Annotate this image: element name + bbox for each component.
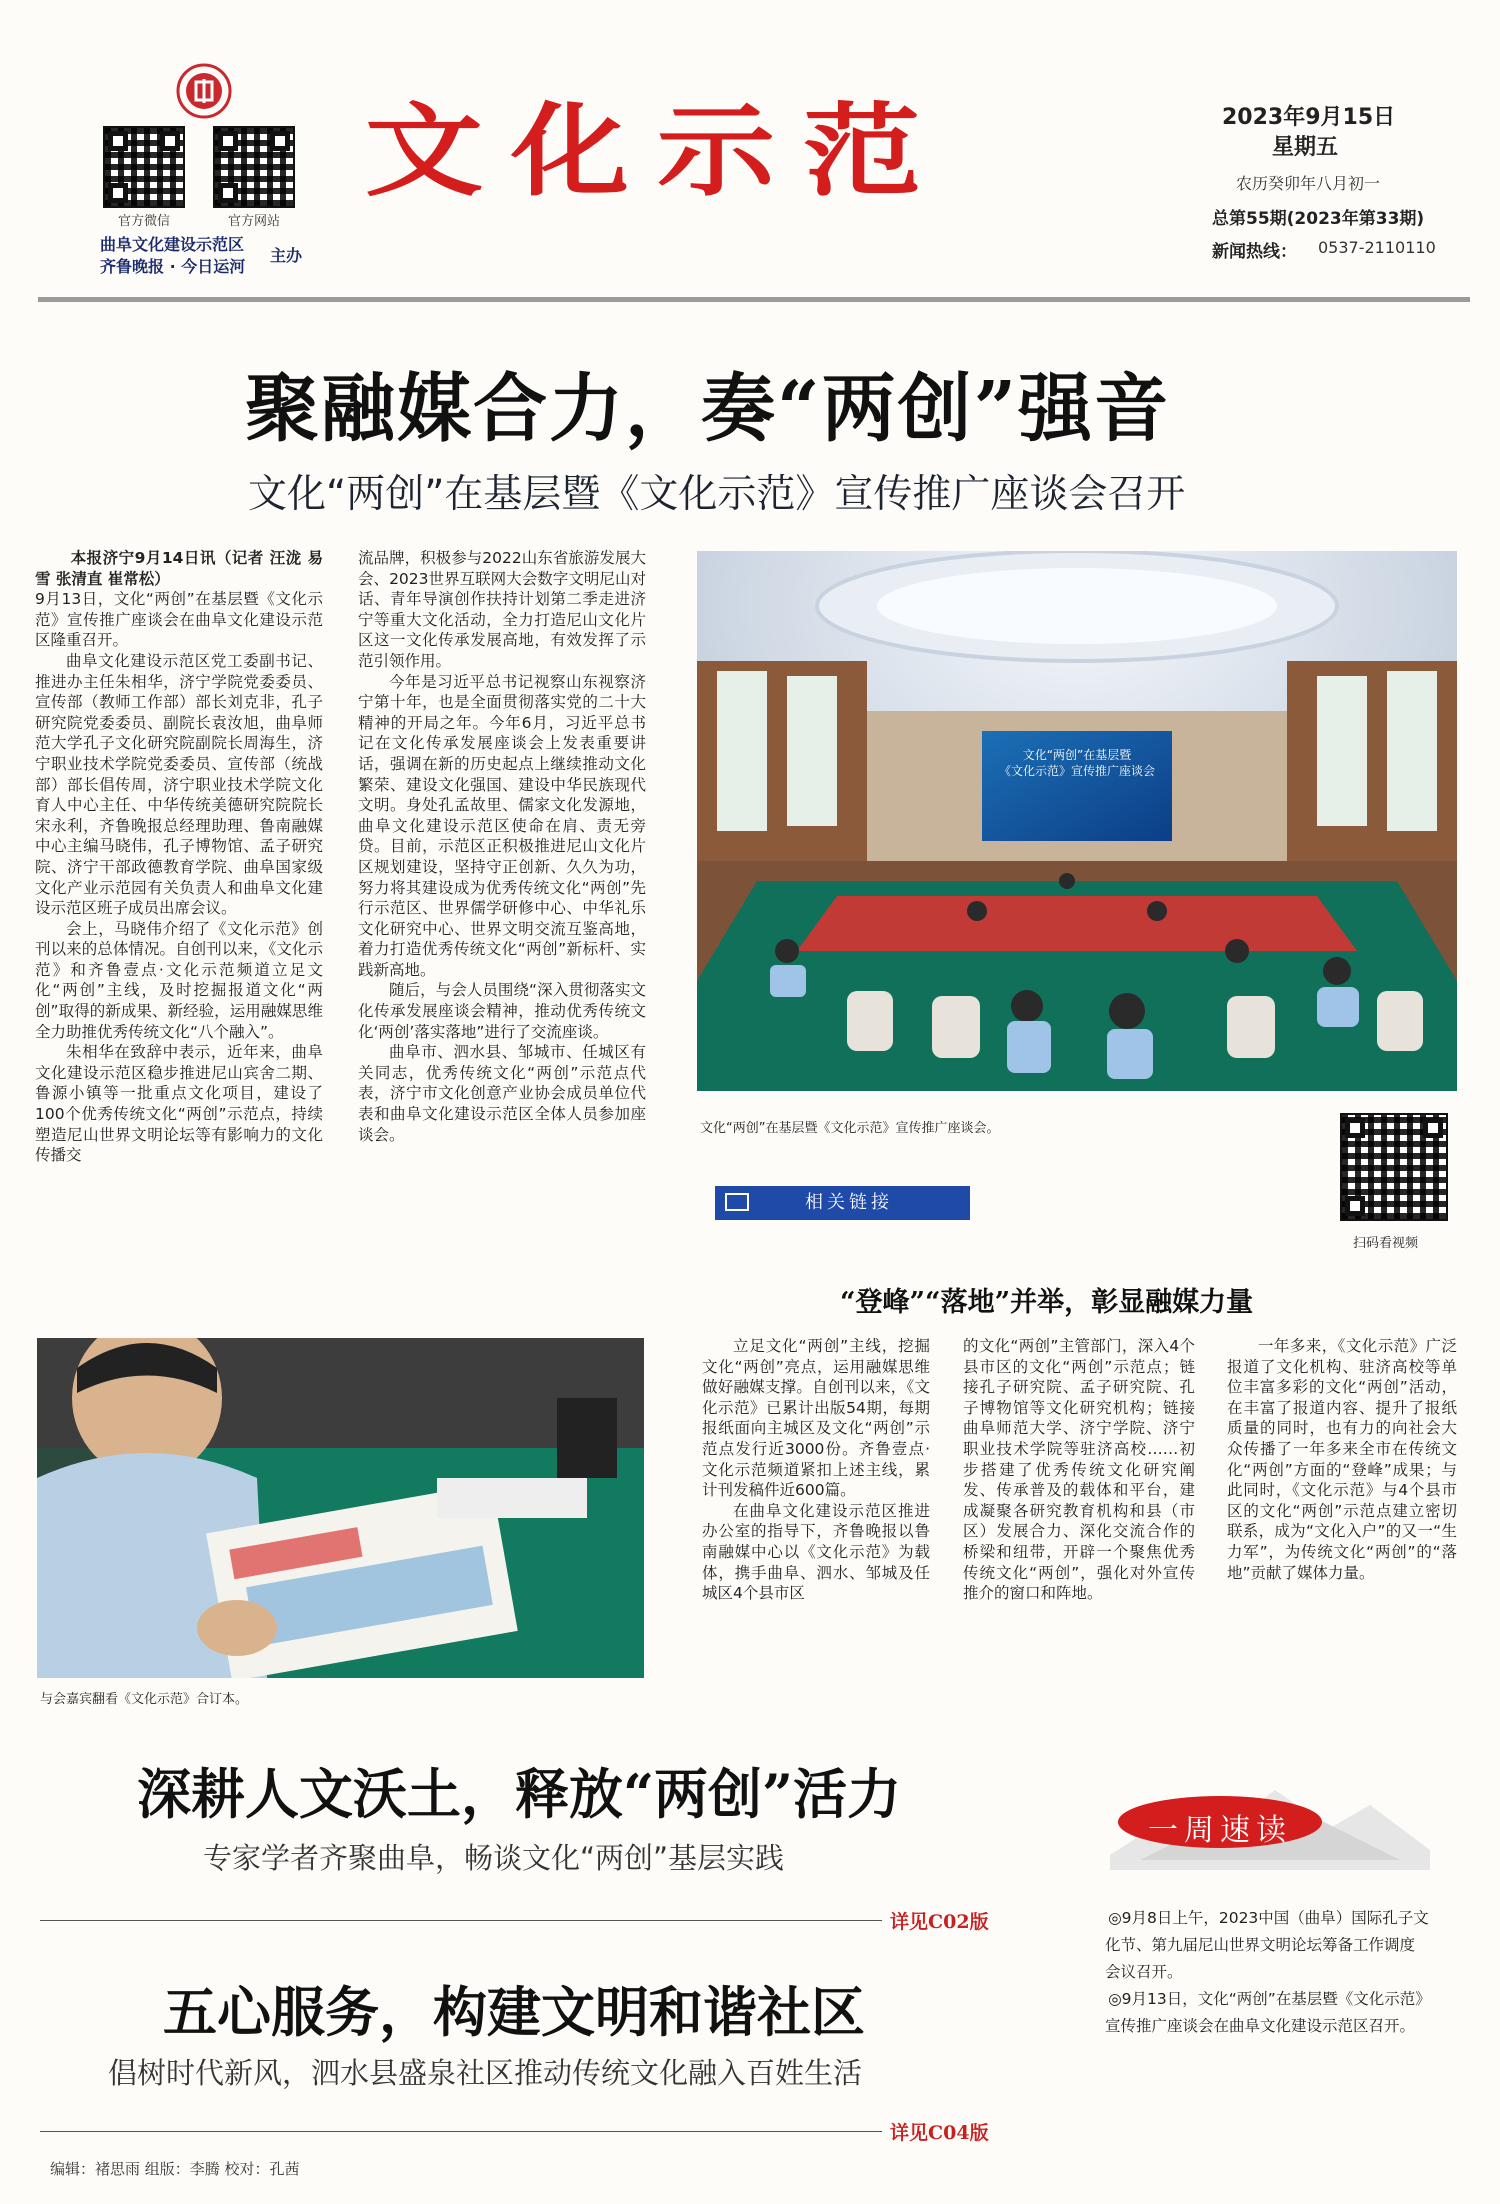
meeting-photo (697, 551, 1457, 1091)
related-link-label: 相关链接 (805, 1192, 893, 1213)
wechat-qr-code[interactable] (103, 126, 185, 208)
related-paragraph: 一年多来，《文化示范》广泛报道了文化机构、驻济高校等单位丰富多彩的文化“两创”活动，在丰富了报道内容、提升了报纸质量的同时，也有力的向社会大众传播了一年多来全市在传统文化“两创”方面的“登峰”成果；与此同时，《文化示范》与4个县市区的文化“两创”示范点建立密切联系，成为“文化入户”的又一“生力军”，为传统文化“两创”的“落地”贡献了媒体力量。 (1227, 1337, 1457, 1582)
qr-left-label: 官方微信 (117, 214, 170, 229)
related-column-3 (1227, 1336, 1457, 1583)
weekly-digest-title: 一周速读 (1148, 1813, 1292, 1848)
related-link-bar[interactable] (715, 1186, 970, 1220)
hotline-label: 新闻热线： (1212, 242, 1297, 262)
video-qr-caption: 扫码看视频 (1353, 1236, 1419, 1251)
emblem-logo (172, 62, 236, 120)
lead-paragraph: 朱相华在致辞中表示，近年来，曲阜文化建设示范区稳步推进尼山宾舍二期、鲁源小镇等一批重点文化项目，建设了100个优秀传统文化“两创”示范点，持续塑造尼山世界文明论坛等有影响力的文化传播交 (35, 1043, 323, 1165)
website-qr-code[interactable] (213, 126, 295, 208)
teaser-2-headline[interactable]: 五心服务，构建文明和谐社区 (163, 1980, 865, 2044)
masthead-rule (38, 297, 1470, 302)
lead-paragraph: 9月13日，文化“两创”在基层暨《文化示范》宣传推广座谈会在曲阜文化建设示范区隆重召开。 (35, 590, 323, 650)
lead-subhead: 文化“两创”在基层暨《文化示范》宣传推广座谈会召开 (248, 472, 1186, 517)
lead-byline: 本报济宁9月14日讯（记者 汪泷 易雪 张清直 崔常松） (35, 549, 323, 588)
related-paragraph: 的文化“两创”主管部门，深入4个县市区的文化“两创”示范点；链接孔子研究院、孟子研究院、孔子博物馆等文化研究机构；链接曲阜师范大学、济宁学院、济宁职业技术学院等驻济高校……初步搭建了优秀传统文化研究阐发、传承普及的载体和平台，建成凝聚各研究教育机构和县（市区）发展合力、深化交流合作的桥梁和纽带，开辟一个聚焦优秀传统文化“两创”，强化对外宣传推介的窗口和阵地。 (963, 1337, 1195, 1603)
lead-column-1 (35, 548, 323, 1166)
meeting-photo-caption: 文化“两创”在基层暨《文化示范》宣传推广座谈会。 (700, 1121, 1000, 1136)
lead-paragraph: 今年是习近平总书记视察山东视察济宁第十年，也是全面贯彻落实党的二十大精神的开局之年。今年6月，习近平总书记在文化传承发展座谈会上发表重要讲话，强调在新的历史起点上继续推动文化繁荣、建设文化强国、建设中华民族现代文明。身处孔孟故里、儒家文化发源地，曲阜文化建设示范区使命在肩、责无旁贷。目前，示范区正积极推进尼山文化片区规划建设，坚持守正创新、久久为功，努力将其建设成为优秀传统文化“两创”先行示范区、世界儒学研修中心、中华礼乐文化研究中心、世界文明交流互鉴高地，着力打造优秀传统文化“两创”新标杆、实践新高地。 (358, 672, 646, 979)
teaser-1-divider (40, 1920, 882, 1921)
reading-photo (37, 1338, 644, 1678)
teaser-2-divider (40, 2131, 882, 2132)
screen-text (987, 747, 1167, 779)
issue-number: 总第55期(2023年第33期) (1212, 209, 1425, 229)
related-column-1 (702, 1336, 930, 1604)
qr-right-label: 官方网站 (227, 214, 280, 229)
weekly-digest-item: ◎9月8日上午，2023中国（曲阜）国际孔子文化节、第九届尼山世界文明论坛筹备工作调度会议召开。 (1105, 1909, 1429, 1981)
editor-credits: 编辑：褚思雨 组版：李腾 校对：孔茜 (50, 2160, 300, 2178)
sponsor-role: 主办 (270, 246, 303, 265)
weekly-digest-list (1105, 1905, 1430, 2040)
teaser-1-headline[interactable]: 深耕人文沃土，释放“两创”活力 (137, 1762, 902, 1826)
weekly-digest-banner (1100, 1770, 1430, 1870)
lunar-date: 农历癸卯年八月初一 (1236, 174, 1381, 193)
newspaper-title: 文化示范 (365, 91, 950, 210)
weekly-digest-item: ◎9月13日，文化“两创”在基层暨《文化示范》宣传推广座谈会在曲阜文化建设示范区召开。 (1105, 1990, 1424, 2035)
sponsor-line-2: 齐鲁晚报 · 今日运河 (100, 257, 246, 276)
related-headline: “登峰”“落地”并举，彰显融媒力量 (840, 1287, 1254, 1318)
lead-paragraph: 流品牌，积极参与2022山东省旅游发展大会、2023世界互联网大会数字文明尼山对话、青年导演创作扶持计划第二季走进济宁等重大文化活动，全力打造尼山文化片区这一文化传承发展高地，有效发挥了示范引领作用。 (358, 549, 646, 670)
video-qr-code[interactable] (1340, 1113, 1448, 1221)
lead-paragraph: 曲阜文化建设示范区党工委副书记、推进办主任朱相华，济宁学院党委委员、宣传部（教师工作部）部长刘克非，孔子研究院党委委员、副院长袁汝旭，曲阜师范大学孔子文化研究院副院长周海生，济宁职业技术学院党委委员、宣传部（统战部）部长倡传周，济宁职业技术学院文化育人中心主任、中华传统美德研究院院长宋永利，齐鲁晚报总经理助理、鲁南融媒中心主编马晓伟，孔子博物馆、孟子研究院、济宁干部政德教育学院、曲阜国家级文化产业示范园有关负责人和曲阜文化建设示范区班子成员出席会议。 (35, 651, 323, 918)
teaser-2-subhead: 倡树时代新风，泗水县盛泉社区推动传统文化融入百姓生活 (108, 2056, 863, 2090)
lead-paragraph: 曲阜市、泗水县、邹城市、任城区有关同志，优秀传统文化“两创”示范点代表，济宁市文化创意产业协会成员单位代表和曲阜文化建设示范区全体人员参加座谈会。 (358, 1043, 646, 1144)
related-paragraph: 立足文化“两创”主线，挖掘文化“两创”亮点，运用融媒思维做好融媒支撑。自创刊以来，《文化示范》已累计出版54期，每期报纸面向主城区及文化“两创”示范点发行近3000份。齐鲁壹点·文化示范频道紧扣上述主线，累计刊发稿件近600篇。 (702, 1337, 930, 1500)
screen-text-line-2: 《文化示范》宣传推广座谈会 (998, 764, 1155, 778)
teaser-1-see-more[interactable]: 详见C02版 (890, 1911, 989, 1933)
lead-headline: 聚融媒合力，奏“两创”强音 (245, 366, 1171, 452)
teaser-1-subhead: 专家学者齐聚曲阜，畅谈文化“两创”基层实践 (203, 1841, 785, 1875)
issue-weekday: 星期五 (1272, 135, 1339, 160)
lead-paragraph: 随后，与会人员围绕“深入贯彻落实文化传承发展座谈会精神，推动优秀传统文化‘两创’落实落地”进行了交流座谈。 (358, 981, 646, 1041)
hotline-number: 0537-2110110 (1318, 238, 1436, 257)
screen-text-line-1: 文化“两创”在基层暨 (1022, 748, 1132, 762)
issue-date: 2023年9月15日 (1222, 105, 1396, 130)
sponsor-line-1: 曲阜文化建设示范区 (100, 235, 245, 254)
teaser-2-see-more[interactable]: 详见C04版 (890, 2122, 989, 2144)
related-column-2 (963, 1336, 1195, 1604)
lead-paragraph: 会上，马晓伟介绍了《文化示范》创刊以来的总体情况。自创刊以来，《文化示范》和齐鲁壹点·文化示范频道立足文化“两创”主线，及时挖掘报道文化“两创”取得的新成果、新经验，运用融媒思维全力助推优秀传统文化“八个融入”。 (35, 919, 323, 1041)
related-paragraph: 在曲阜文化建设示范区推进办公室的指导下，齐鲁晚报以鲁南融媒中心以《文化示范》为载体，携手曲阜、泗水、邹城及任城区4个县市区 (702, 1501, 930, 1603)
reading-photo-caption: 与会嘉宾翻看《文化示范》合订本。 (40, 1692, 249, 1707)
monitor-icon (725, 1193, 749, 1211)
lead-column-2 (358, 548, 646, 1145)
